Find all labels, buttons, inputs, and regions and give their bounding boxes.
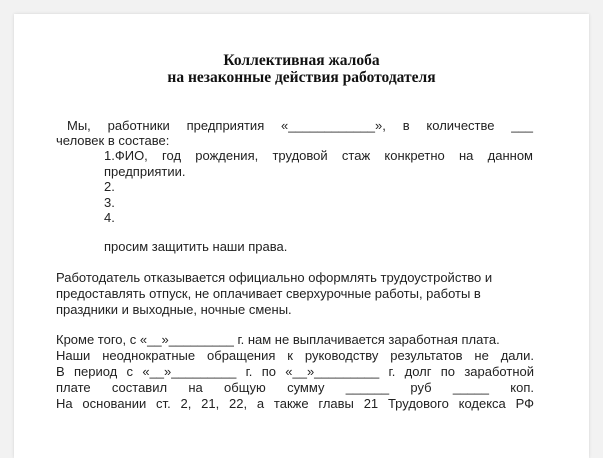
para3-line3: В период с «__»_________ г. по «__»_________ г. долг по заработной: [56, 364, 534, 379]
para3-line5: На основании ст. 2, 21, 22, а также главы 21 Трудового кодекса РФ: [56, 396, 534, 411]
para3-line2: Наши неоднократные обращения к руководству результатов не дали.: [56, 348, 534, 363]
list-item-3: 3.: [104, 195, 115, 210]
para2-line2: предоставлять отпуск, не оплачивает сверхурочные работы, работы в: [56, 286, 481, 301]
intro-line1: Мы, работники предприятия «____________», в количестве ___: [67, 118, 533, 133]
para3-line1: Кроме того, с «__»_________ г. нам не выплачивается заработная плата.: [56, 332, 500, 347]
intro-line2: человек в составе:: [56, 133, 170, 148]
document-title-line2: на незаконные действия работодателя: [167, 69, 436, 86]
para2-line1: Работодатель отказывается официально оформлять трудоустройство и: [56, 270, 493, 285]
list-item-2: 2.: [104, 179, 115, 194]
list-item-4: 4.: [104, 210, 115, 225]
list-item-1-cont: предприятии.: [104, 164, 186, 179]
para3-line4: плате составил на общую сумму ______ руб _____ коп.: [56, 380, 534, 395]
para2-line3: праздники и выходные, ночные смены.: [56, 302, 292, 317]
document-title-line1: Коллективная жалоба: [223, 52, 380, 69]
document-page: [14, 14, 589, 458]
list-item-1: 1.ФИО, год рождения, трудовой стаж конкретно на данном: [104, 148, 533, 163]
request-line: просим защитить наши права.: [104, 239, 288, 254]
